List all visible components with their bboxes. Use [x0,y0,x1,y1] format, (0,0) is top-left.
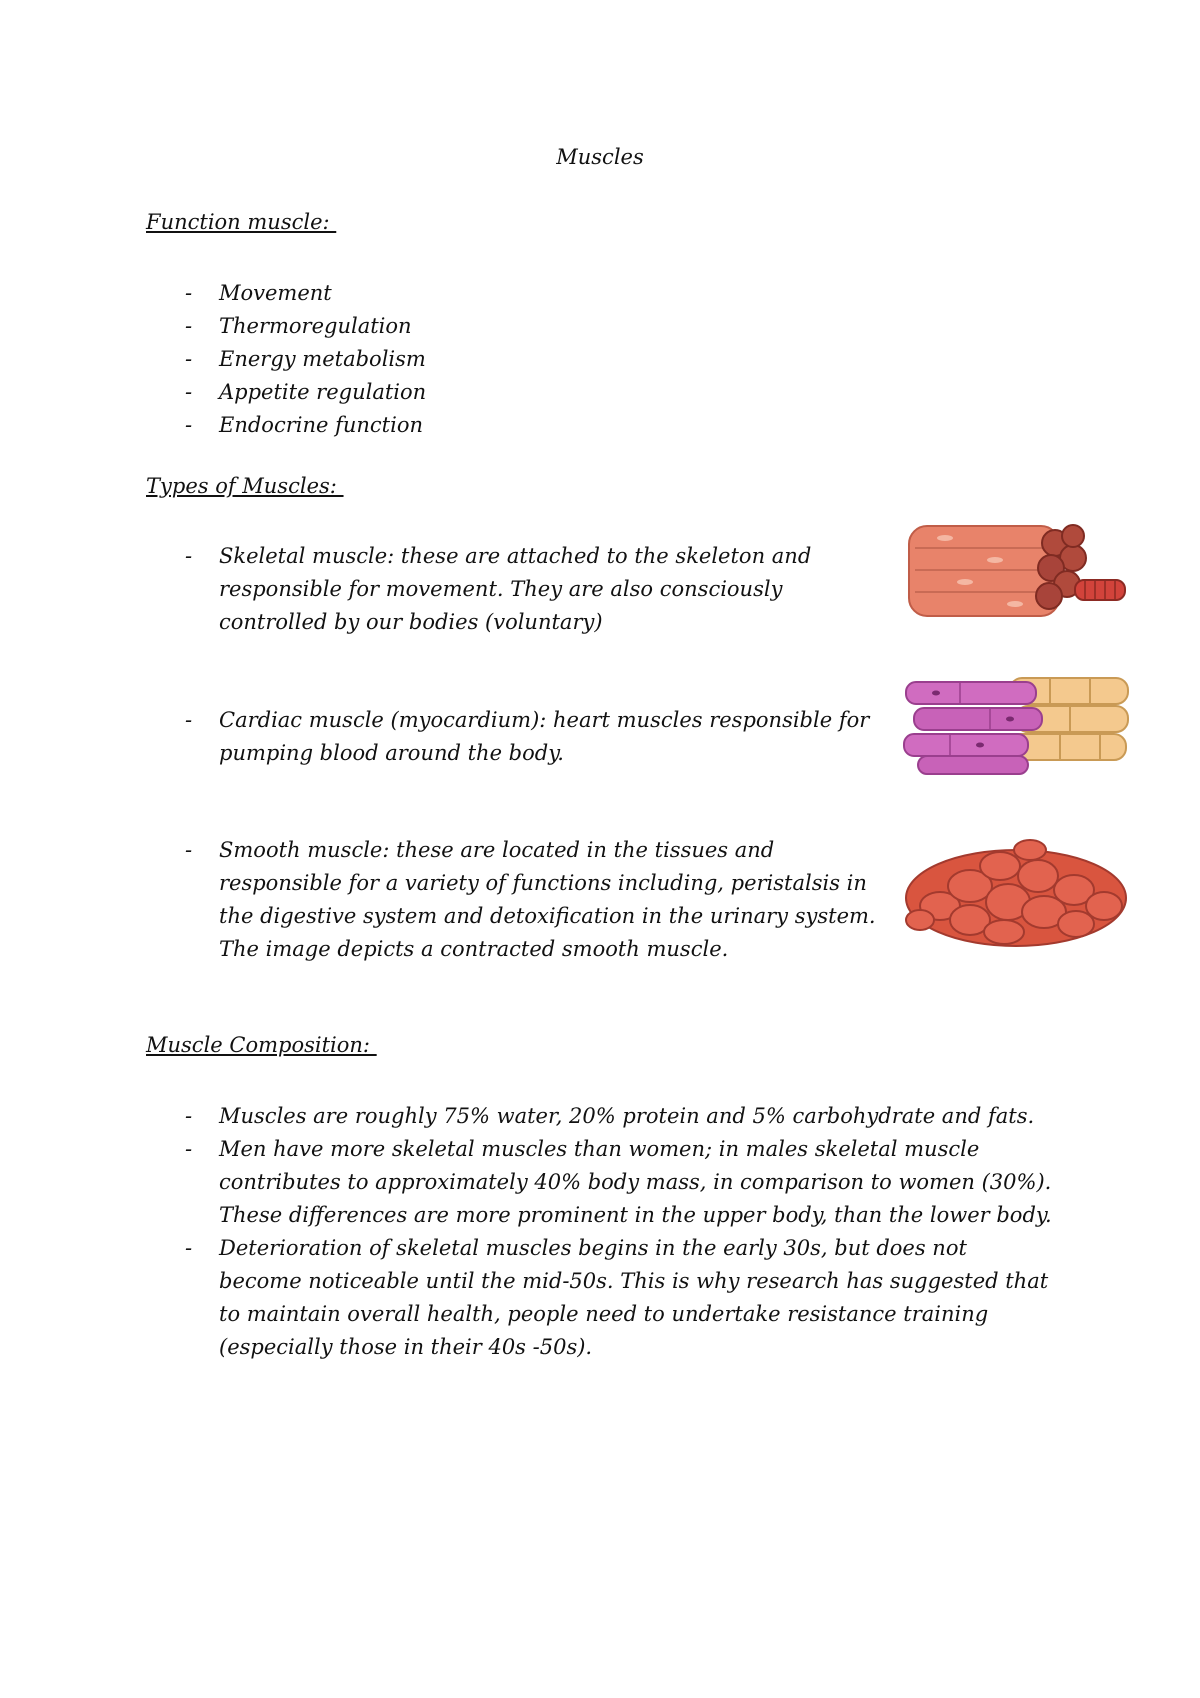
composition-list [0,1100,1060,1364]
list-item-smooth: - Smooth muscle: these are located in the tissues and responsible for a variety of functions including, peristalsis in the digestive system and detoxification in the urinary system. The image depicts a contracted smooth muscle. [0,834,890,966]
smooth-cells [906,840,1126,946]
list-item: - Appetite regulation [0,376,426,409]
types-heading: Types of Muscles: [146,474,344,498]
function-list [0,277,426,442]
skeletal-fibers [909,525,1125,616]
list-item: - Movement [0,277,426,310]
list-item: - Thermoregulation [0,310,426,343]
list-item: - Deterioration of skeletal muscles begins in the early 30s, but does not become noticeable until the mid-50s. This is why research has suggested that to maintain overall health, people need to undertake resistance training (especially those in their 40s -50s). [0,1232,1055,1364]
types-list-skeletal [0,540,890,639]
cardiac-muscle-illustration [900,668,1132,780]
list-item: - Men have more skeletal muscles than women; in males skeletal muscle contributes to approximately 40% body mass, in comparison to women (30%). These differences are more prominent in the upper body, than the lower body. [0,1133,1055,1232]
composition-heading: Muscle Composition: [146,1033,377,1057]
list-item: - Energy metabolism [0,343,426,376]
page-title: Muscles [556,145,644,169]
types-list-smooth [0,834,890,966]
list-item: - Endocrine function [0,409,426,442]
function-heading: Function muscle: [146,210,337,234]
list-item-skeletal: - Skeletal muscle: these are attached to the skeleton and responsible for movement. They are also consciously controlled by our bodies (voluntary) [0,540,890,639]
smooth-muscle-illustration [900,836,1132,956]
list-item: - Muscles are roughly 75% water, 20% protein and 5% carbohydrate and fats. [0,1100,1055,1133]
skeletal-muscle-illustration [905,518,1131,623]
list-item-cardiac: - Cardiac muscle (myocardium): heart muscles responsible for pumping blood around the body. [0,704,890,770]
types-list-cardiac [0,704,890,770]
cardiac-fibers [904,678,1128,774]
